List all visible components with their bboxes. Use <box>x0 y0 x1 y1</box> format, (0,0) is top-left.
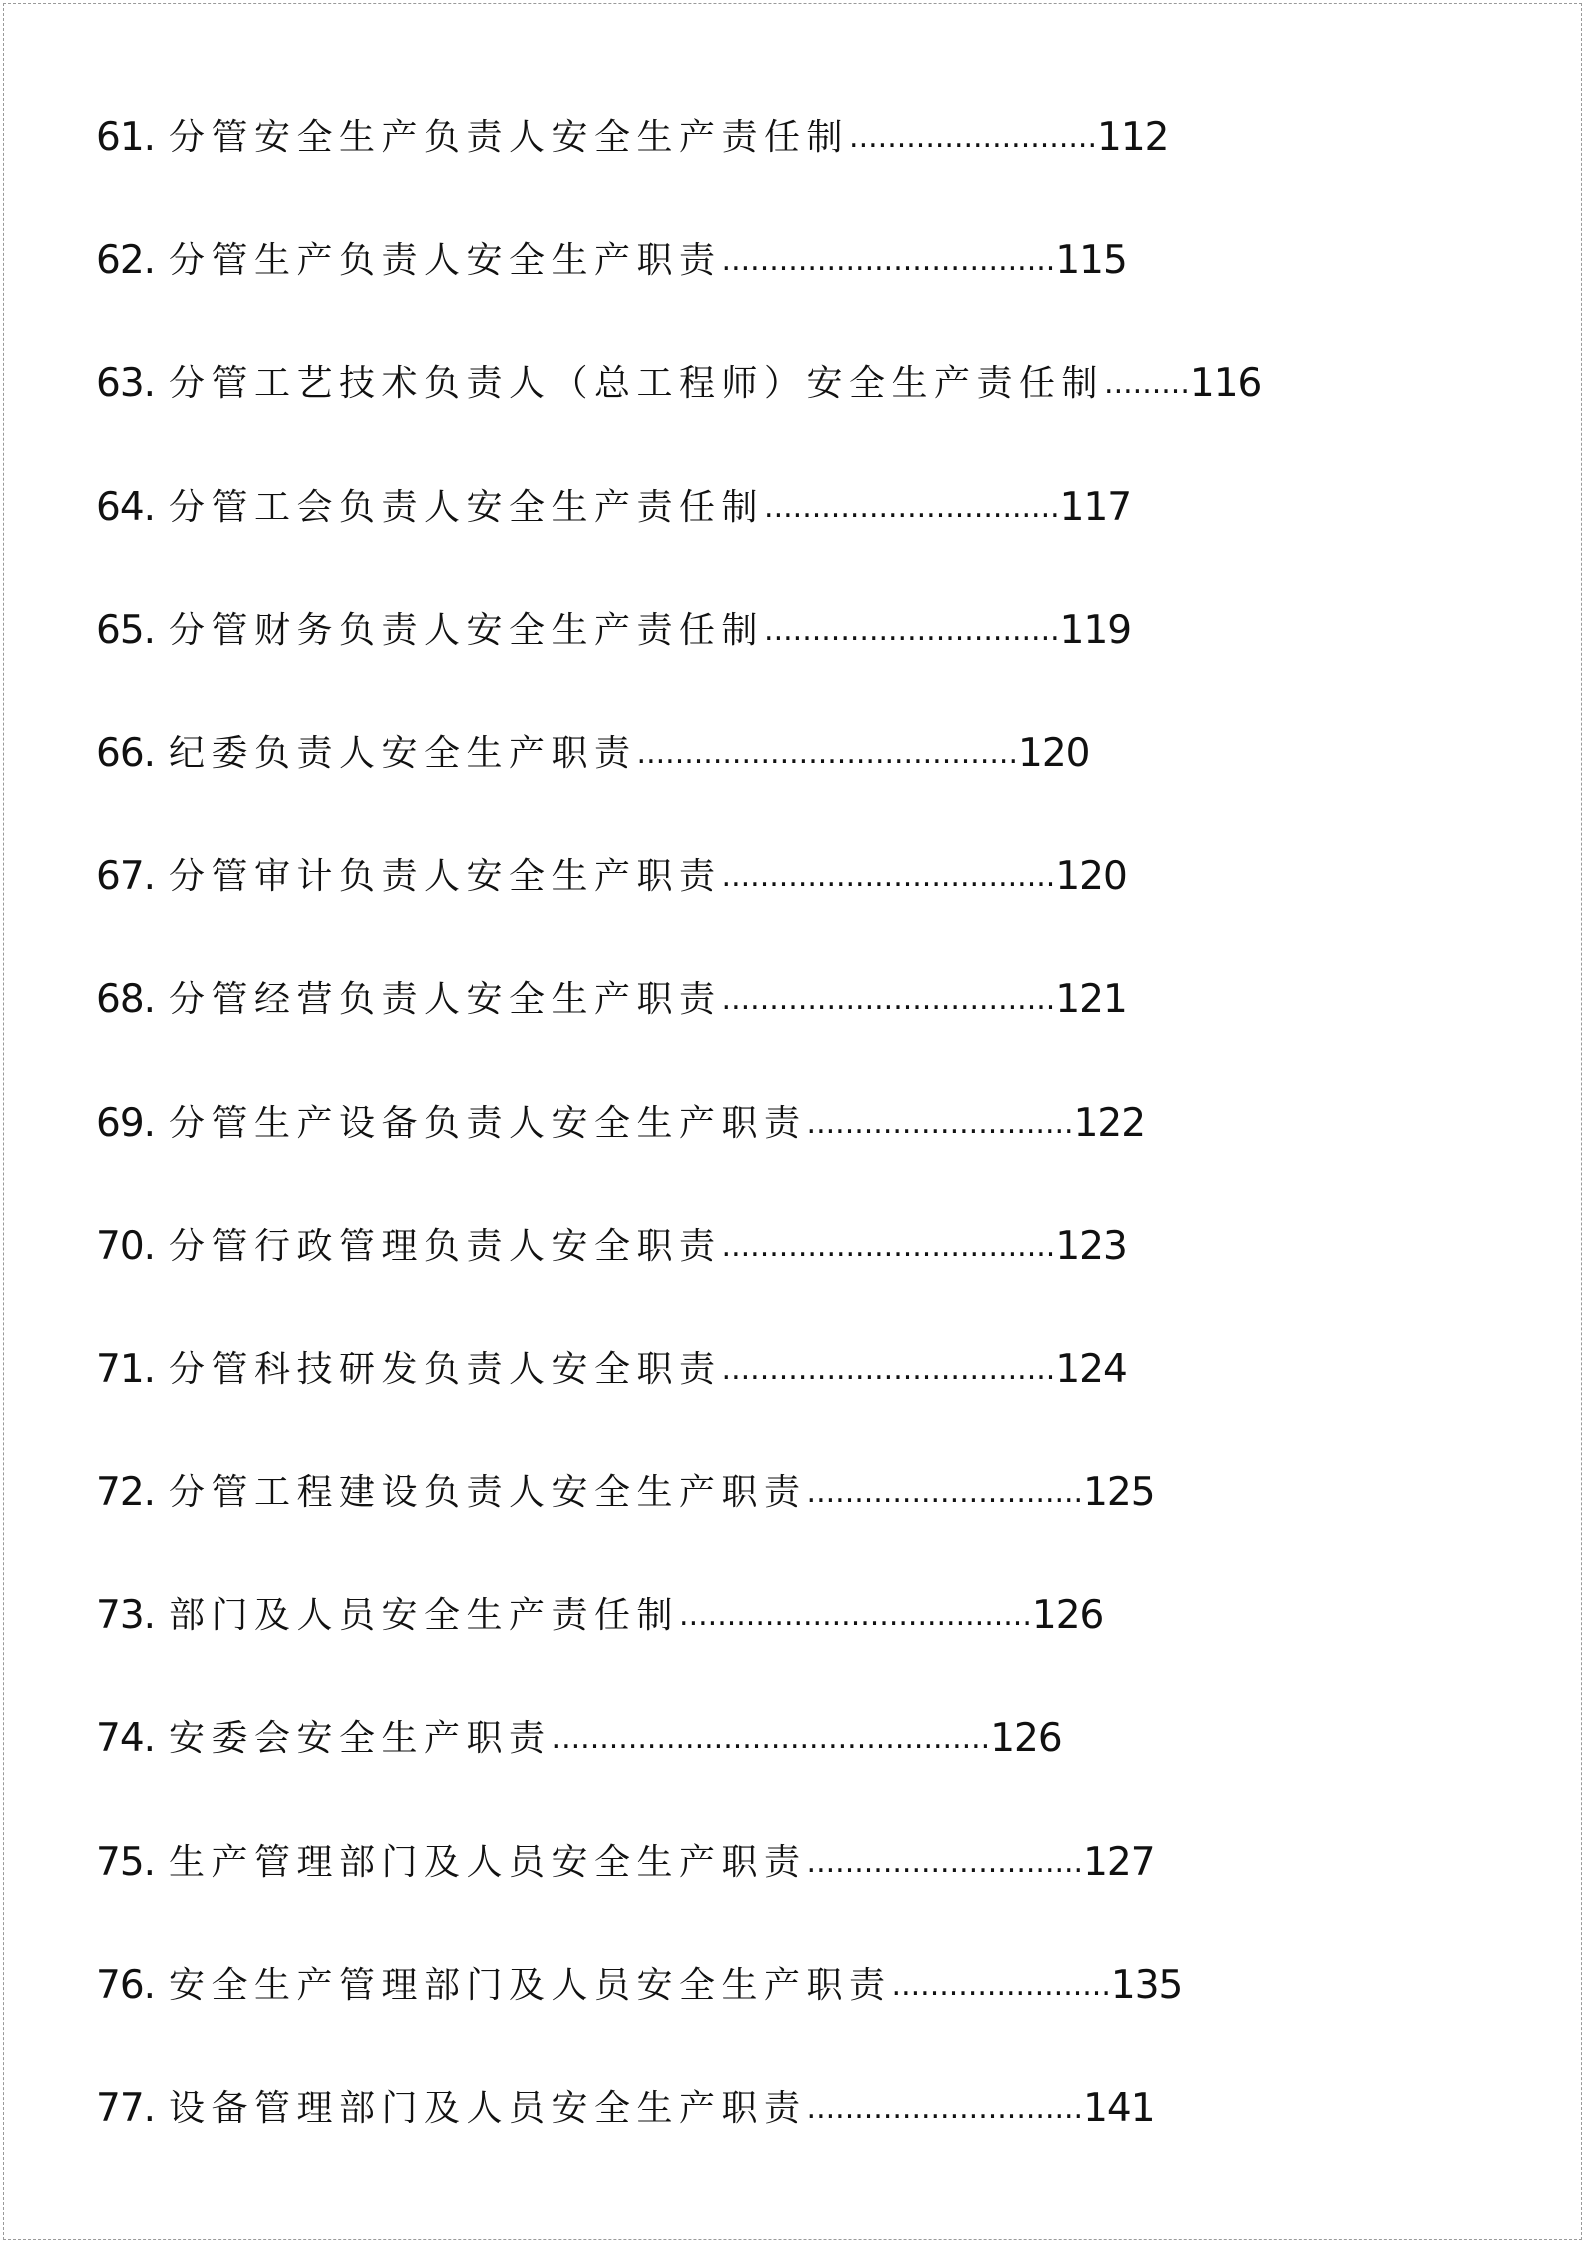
toc-entry-leader-dots: ................................... <box>721 243 1056 279</box>
toc-entry-number: 70. <box>96 1223 156 1269</box>
toc-entry[interactable] <box>96 970 1261 1093</box>
toc-entry-title: 分管工会负责人安全生产责任制 <box>169 486 765 528</box>
toc-entry-title: 分管工艺技术负责人（总工程师）安全生产责任制 <box>169 363 1105 405</box>
toc-entry[interactable] <box>96 1833 1261 1956</box>
toc-entry[interactable] <box>96 1709 1261 1832</box>
toc-entry-number: 74. <box>96 1716 156 1762</box>
toc-entry-leader-dots: ............................. <box>806 1844 1084 1880</box>
toc-entry[interactable] <box>96 1463 1261 1586</box>
toc-entry-leader-dots: ............................. <box>806 1475 1084 1511</box>
toc-entry-leader-dots: ................................... <box>721 1228 1056 1264</box>
toc-entry[interactable] <box>96 354 1261 477</box>
toc-entry-title: 安全生产管理部门及人员安全生产职责 <box>169 1964 892 2006</box>
toc-entry-title: 分管工程建设负责人安全生产职责 <box>169 1472 807 1514</box>
toc-entry-number: 64. <box>96 484 156 530</box>
toc-entry-leader-dots: ................................... <box>721 859 1056 895</box>
toc-entry-number: 72. <box>96 1470 156 1516</box>
toc-entry-number: 62. <box>96 238 156 284</box>
toc-entry-leader-dots: ............................. <box>806 2091 1084 2126</box>
toc-entry-leader-dots: ............................ <box>806 1105 1074 1141</box>
toc-entry[interactable] <box>96 724 1261 847</box>
toc-entry-leader-dots: ..................................... <box>679 1598 1032 1634</box>
toc-entry-leader-dots: ................................... <box>721 982 1056 1018</box>
toc-entry-title: 分管行政管理负责人安全职责 <box>169 1225 722 1267</box>
toc-entry-page-number: 125 <box>1083 1470 1155 1516</box>
toc-entry-title: 纪委负责人安全生产职责 <box>169 732 637 774</box>
toc-entry-page-number: 120 <box>1018 730 1090 776</box>
toc-entry-leader-dots: ............................... <box>764 612 1060 648</box>
toc-entry[interactable] <box>96 478 1261 601</box>
toc-entry-page-number: 127 <box>1083 1839 1155 1885</box>
toc-entry-leader-dots: ....................... <box>891 1967 1111 2003</box>
toc-entry-title: 生产管理部门及人员安全生产职责 <box>169 1841 807 1883</box>
toc-entry[interactable] <box>96 601 1261 724</box>
toc-entry-number: 66. <box>96 730 156 776</box>
toc-entry-number: 76. <box>96 1962 156 2008</box>
toc-entry-number: 69. <box>96 1100 156 1146</box>
toc-entry-page-number: 112 <box>1097 115 1169 160</box>
toc-entry[interactable] <box>96 1586 1261 1709</box>
toc-entry-page-number: 141 <box>1083 2086 1155 2131</box>
toc-entry[interactable] <box>96 108 1261 231</box>
toc-entry-number: 61. <box>96 115 156 160</box>
toc-entry-leader-dots: ......... <box>1104 366 1190 402</box>
toc-entry-leader-dots: .............................................. <box>551 1721 991 1757</box>
toc-entry-number: 63. <box>96 361 156 407</box>
toc-entry-number: 68. <box>96 977 156 1023</box>
toc-entry-number: 71. <box>96 1346 156 1392</box>
toc-entry[interactable] <box>96 847 1261 970</box>
toc-entry-title: 分管生产设备负责人安全生产职责 <box>169 1102 807 1144</box>
toc-entry[interactable] <box>96 1956 1261 2079</box>
toc-entry-title: 分管财务负责人安全生产责任制 <box>169 609 765 651</box>
toc-entry-title: 分管科技研发负责人安全职责 <box>169 1348 722 1390</box>
toc-entry-page-number: 120 <box>1055 854 1127 900</box>
table-of-contents <box>96 108 1261 2202</box>
toc-entry-title: 安委会安全生产职责 <box>169 1718 552 1760</box>
toc-entry-leader-dots: ........................................ <box>636 735 1018 771</box>
toc-entry[interactable] <box>96 1217 1261 1340</box>
toc-entry-leader-dots: ............................... <box>764 489 1060 525</box>
toc-entry-title: 分管审计负责人安全生产职责 <box>169 856 722 898</box>
toc-entry[interactable] <box>96 1340 1261 1463</box>
toc-entry-title: 分管经营负责人安全生产职责 <box>169 979 722 1021</box>
toc-entry-number: 67. <box>96 854 156 900</box>
toc-entry-leader-dots: ................................... <box>721 1351 1056 1387</box>
toc-entry-page-number: 117 <box>1059 484 1132 530</box>
toc-entry[interactable] <box>96 231 1261 354</box>
toc-entry-page-number: 126 <box>990 1716 1062 1762</box>
toc-entry-page-number: 122 <box>1073 1100 1146 1146</box>
toc-entry-number: 65. <box>96 607 156 653</box>
toc-entry-title: 部门及人员安全生产责任制 <box>169 1595 680 1637</box>
toc-entry-page-number: 121 <box>1055 977 1127 1023</box>
toc-entry-page-number: 115 <box>1055 238 1127 284</box>
toc-entry-page-number: 124 <box>1055 1346 1127 1392</box>
toc-entry-title: 设备管理部门及人员安全生产职责 <box>169 2088 807 2129</box>
toc-entry-title: 分管生产负责人安全生产职责 <box>169 240 722 282</box>
toc-entry-leader-dots: .......................... <box>849 120 1097 155</box>
toc-entry-page-number: 123 <box>1055 1223 1127 1269</box>
toc-entry[interactable] <box>96 2079 1261 2202</box>
toc-entry-page-number: 126 <box>1031 1593 1104 1639</box>
toc-entry-page-number: 116 <box>1189 361 1262 407</box>
toc-entry-number: 75. <box>96 1839 156 1885</box>
toc-entry-number: 77. <box>96 2086 156 2131</box>
toc-entry[interactable] <box>96 1094 1261 1217</box>
toc-entry-number: 73. <box>96 1593 156 1639</box>
toc-entry-title: 分管安全生产负责人安全生产责任制 <box>169 117 850 158</box>
toc-entry-page-number: 135 <box>1110 1962 1183 2008</box>
toc-entry-page-number: 119 <box>1059 607 1132 653</box>
